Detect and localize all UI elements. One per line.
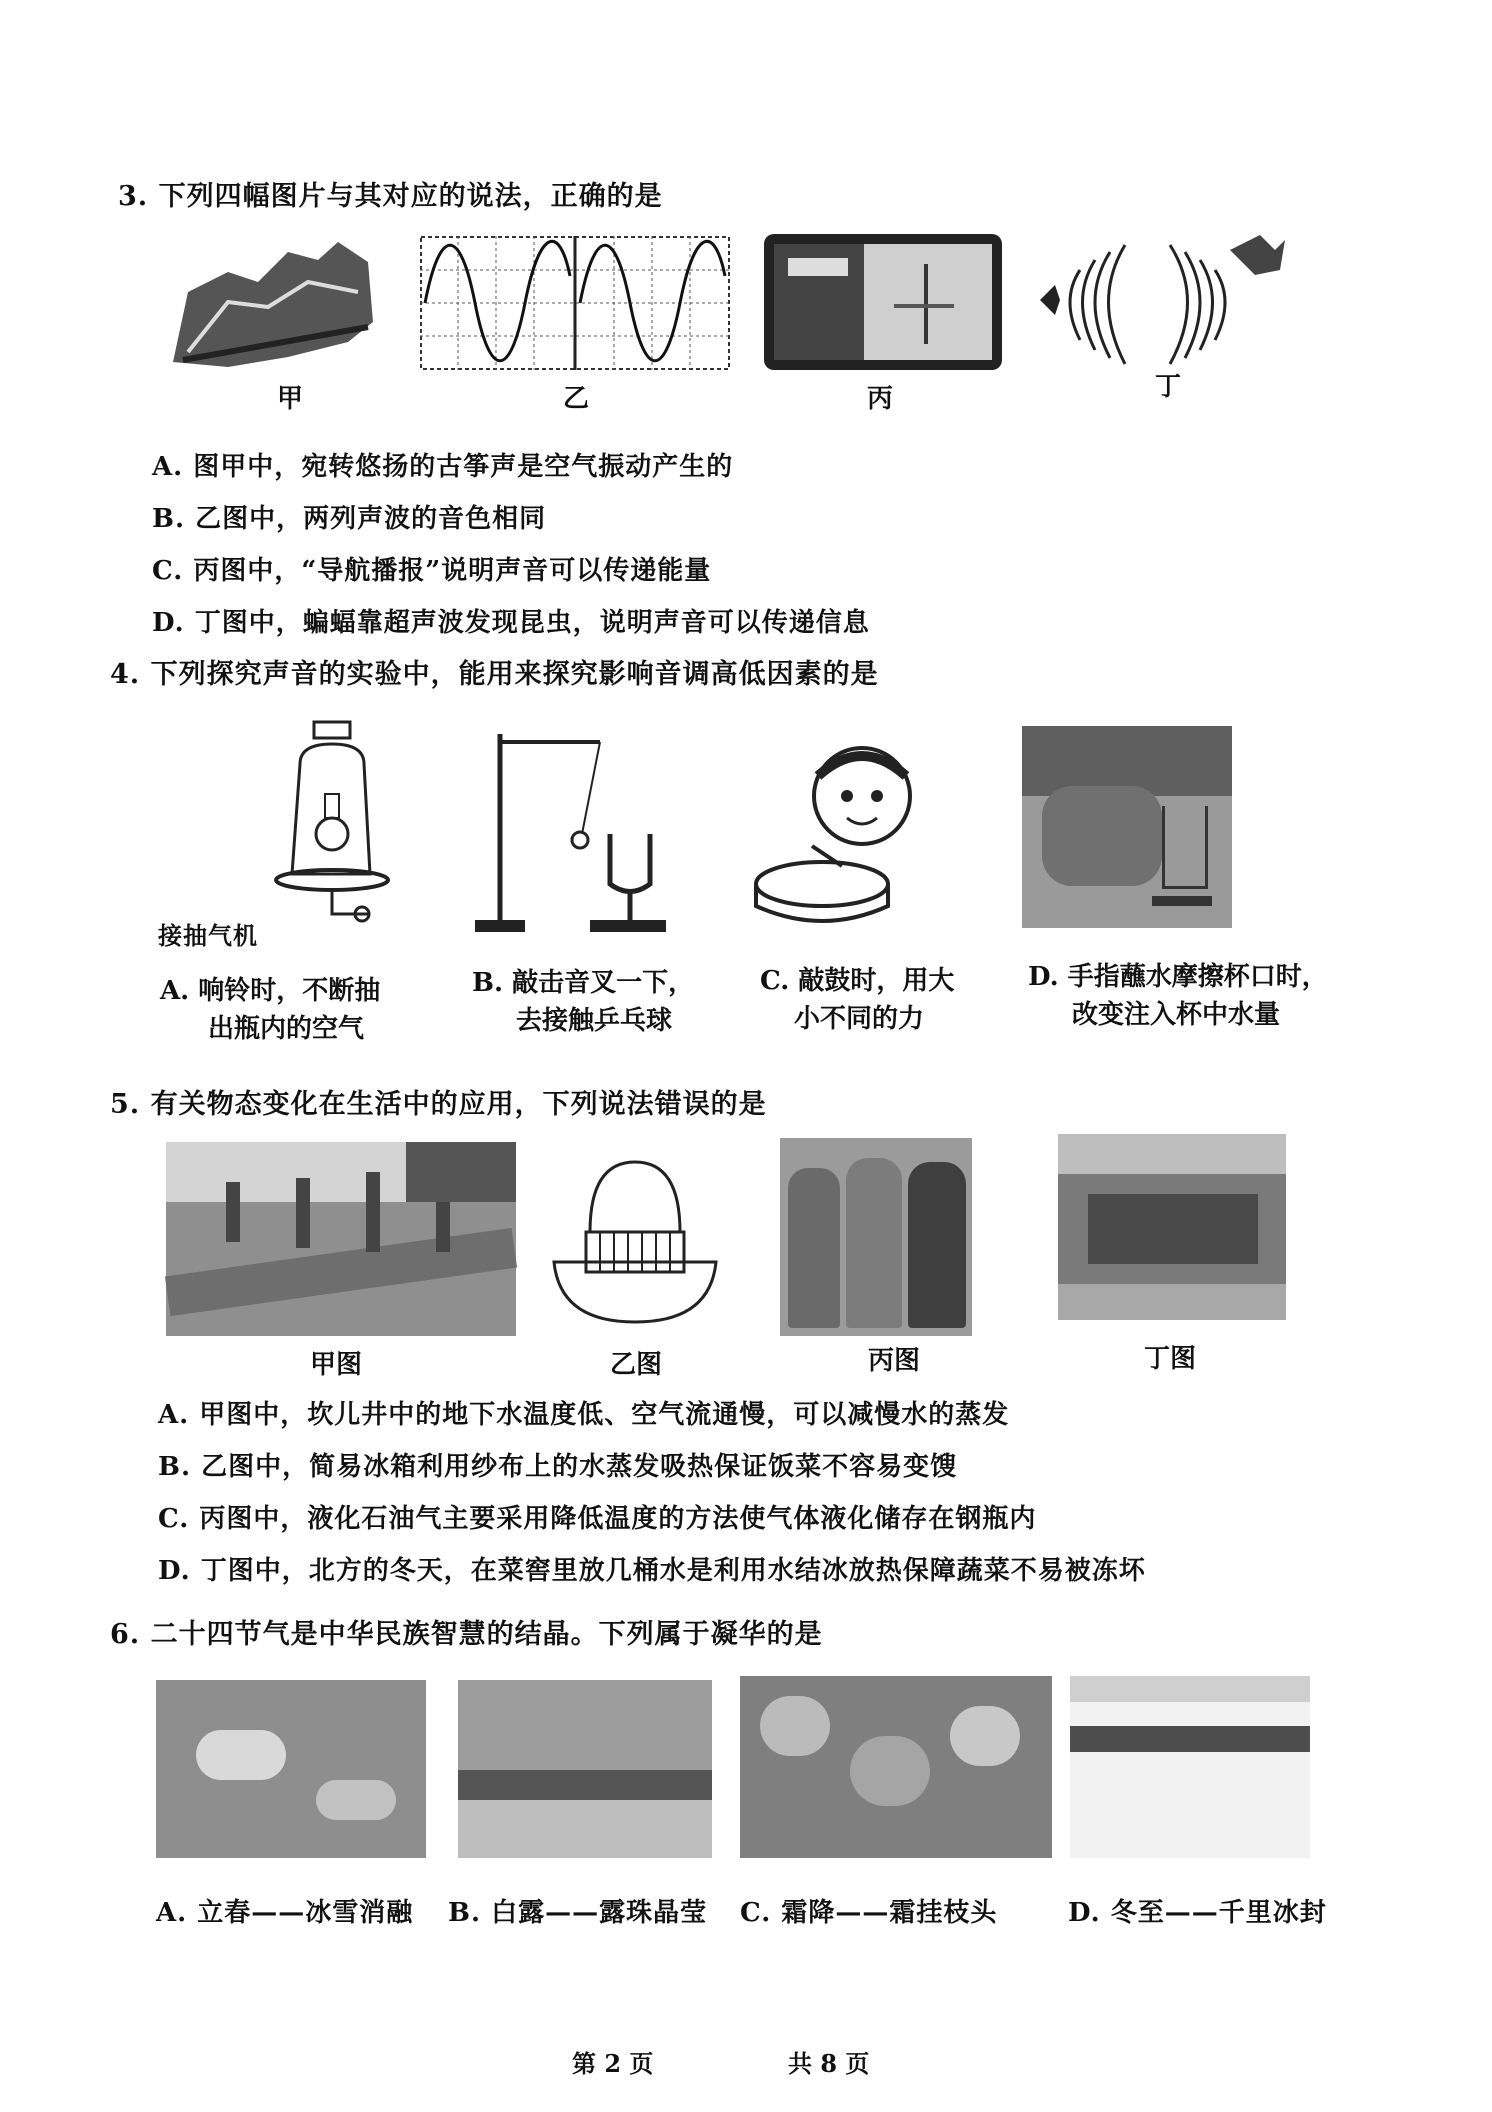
q6-photo-melting-snow bbox=[156, 1680, 426, 1858]
q5-caption-jia: 甲图 bbox=[309, 1350, 362, 1380]
q3-caption-ding: 丁 bbox=[1154, 372, 1181, 402]
q3-figure-guzheng bbox=[168, 232, 380, 372]
q4-figure-glass-photo bbox=[1022, 726, 1232, 928]
q6-stem: 6. 二十四节气是中华民族智慧的结晶。下列属于凝华的是 bbox=[110, 1619, 823, 1650]
page-total: 共 8 页 bbox=[788, 2049, 870, 2078]
q6-photo-dew bbox=[458, 1680, 712, 1858]
q6-photo-frozen-landscape bbox=[1070, 1676, 1310, 1858]
q4-option-d: D. 手指蘸水摩擦杯口时， 改变注入杯中水量 bbox=[1028, 962, 1328, 1030]
q5-figure-basin-fridge bbox=[550, 1142, 720, 1336]
q3-figure-waveforms bbox=[420, 236, 730, 370]
q6-photo-frost bbox=[740, 1676, 1052, 1858]
q5-caption-bing: 丙图 bbox=[867, 1346, 920, 1376]
q4-pump-label: 接抽气机 bbox=[158, 921, 258, 950]
q3-caption-jia: 甲 bbox=[276, 384, 303, 414]
page-number: 第 2 页 bbox=[572, 2049, 654, 2078]
q3-option-a: A. 图甲中，宛转悠扬的古筝声是空气振动产生的 bbox=[152, 452, 734, 482]
q3-option-d: D. 丁图中，蝙蝠靠超声波发现昆虫，说明声音可以传递信息 bbox=[152, 608, 870, 638]
q5-option-a: A. 甲图中，坎儿井中的地下水温度低、空气流通慢，可以减慢水的蒸发 bbox=[158, 1400, 1010, 1430]
q3-option-b: B. 乙图中，两列声波的音色相同 bbox=[152, 504, 547, 534]
q6-option-c: C. 霜降——霜挂枝头 bbox=[740, 1898, 998, 1928]
q4-figure-drum bbox=[752, 726, 930, 940]
q4-figure-bell-jar bbox=[270, 714, 390, 936]
q5-figure-gas-cylinders bbox=[780, 1138, 972, 1336]
q5-stem: 5. 有关物态变化在生活中的应用，下列说法错误的是 bbox=[110, 1089, 767, 1120]
q4-stem: 4. 下列探究声音的实验中，能用来探究影响音调高低因素的是 bbox=[110, 659, 879, 690]
q6-option-d: D. 冬至——千里冰封 bbox=[1068, 1898, 1327, 1928]
q4-figure-tuning-fork bbox=[470, 724, 670, 938]
q3-option-c: C. 丙图中，“导航播报”说明声音可以传递能量 bbox=[152, 556, 712, 586]
q6-option-b: B. 白露——露珠晶莹 bbox=[448, 1898, 708, 1928]
q5-figure-karez bbox=[166, 1142, 516, 1336]
q5-caption-ding: 丁图 bbox=[1143, 1344, 1196, 1374]
q5-option-b: B. 乙图中，简易冰箱利用纱布上的水蒸发吸热保证饭菜不容易变馊 bbox=[158, 1452, 958, 1482]
q5-option-c: C. 丙图中，液化石油气主要采用降低温度的方法使气体液化储存在钢瓶内 bbox=[158, 1504, 1037, 1534]
q4-option-a: A. 响铃时，不断抽 出瓶内的空气 bbox=[160, 976, 381, 1044]
q3-stem: 3. 下列四幅图片与其对应的说法，正确的是 bbox=[118, 181, 663, 212]
q3-figure-bat-echolocation bbox=[1030, 230, 1290, 370]
q6-option-a: A. 立春——冰雪消融 bbox=[156, 1898, 414, 1928]
q3-caption-bing: 丙 bbox=[866, 384, 893, 414]
q3-caption-yi: 乙 bbox=[562, 384, 589, 414]
q5-caption-yi: 乙图 bbox=[609, 1350, 662, 1380]
q3-figure-navigation bbox=[764, 234, 1002, 370]
q4-option-b: B. 敲击音叉一下， 去接触乒乓球 bbox=[472, 968, 695, 1036]
q5-figure-vegetable-cellar bbox=[1058, 1134, 1286, 1320]
q4-option-c: C. 敲鼓时，用大 小不同的力 bbox=[760, 966, 955, 1034]
q5-option-d: D. 丁图中，北方的冬天，在菜窖里放几桶水是利用水结冰放热保障蔬菜不易被冻坏 bbox=[158, 1556, 1146, 1586]
